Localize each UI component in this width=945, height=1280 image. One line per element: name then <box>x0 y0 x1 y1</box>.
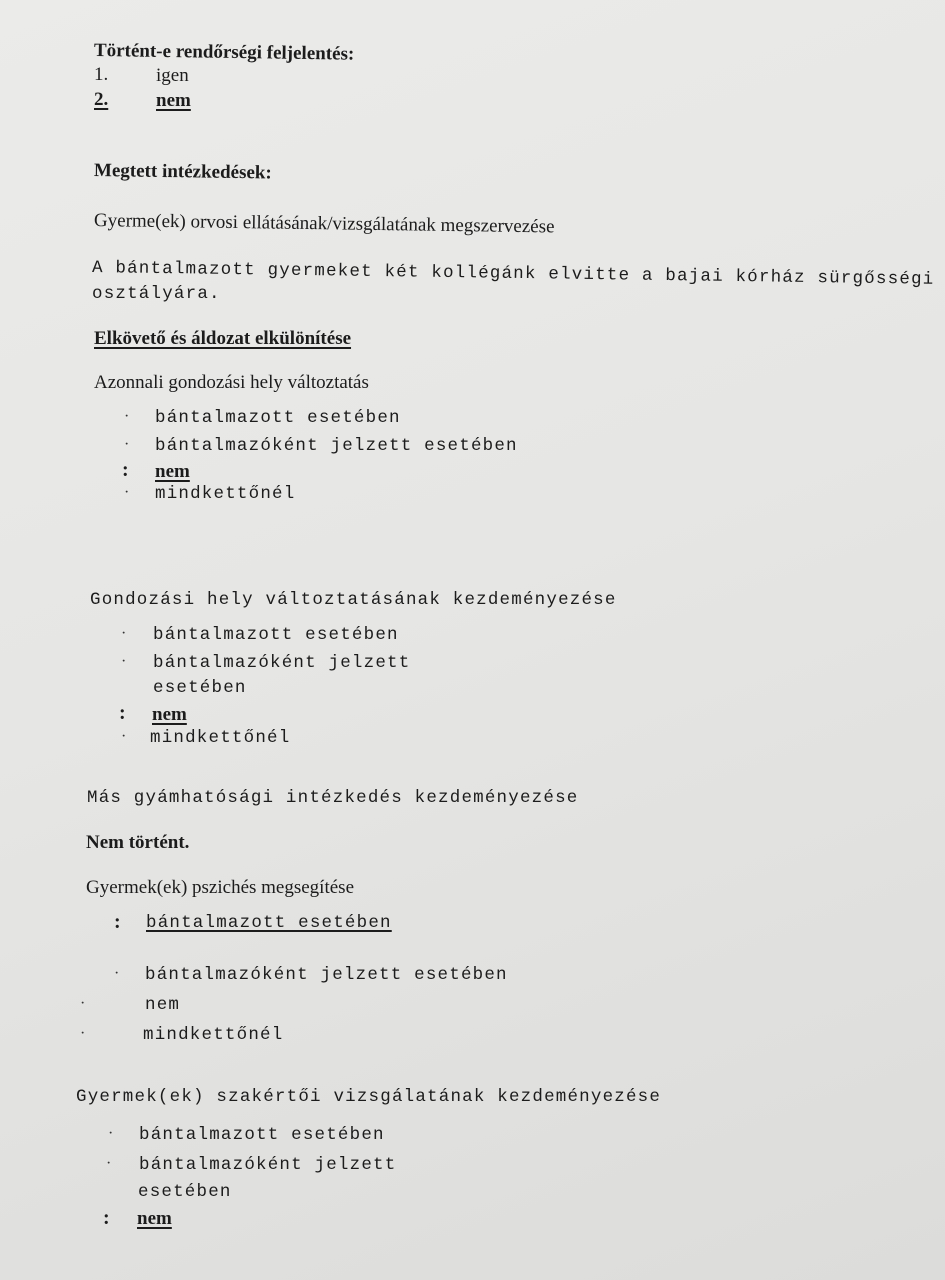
bullet-icon: · <box>124 436 130 453</box>
psych-help-title: Gyermek(ek) pszichés megsegítése <box>86 877 355 898</box>
selected-marker-icon: : <box>122 459 129 481</box>
option-label: igen <box>156 65 189 86</box>
bullet-icon: · <box>114 965 120 982</box>
bullet-icon: · <box>124 408 130 425</box>
list-item: mindkettőnél <box>150 728 291 748</box>
option-number: 1. <box>94 64 109 85</box>
list-item: mindkettőnél <box>155 484 296 504</box>
list-item: bántalmazóként jelzett <box>153 653 411 673</box>
police-report-heading: Történt-e rendőrségi feljelentés: <box>93 40 355 65</box>
list-item: bántalmazóként jelzett esetében <box>145 965 508 985</box>
list-item: bántalmazott esetében <box>139 1125 385 1145</box>
list-item: nem <box>145 995 181 1015</box>
list-item-continuation: esetében <box>153 678 247 698</box>
bullet-icon: · <box>80 1025 86 1042</box>
bullet-icon: · <box>124 484 130 501</box>
option-number-selected: 2. <box>94 89 109 110</box>
list-item: bántalmazott esetében <box>155 408 401 428</box>
bullet-icon: · <box>121 728 127 745</box>
selected-marker-icon: : <box>119 702 126 724</box>
separation-heading: Elkövető és áldozat elkülönítése <box>94 328 352 349</box>
selected-marker-icon: : <box>103 1207 110 1229</box>
list-item: bántalmazott esetében <box>153 625 399 645</box>
medical-text: osztályára. <box>92 284 221 304</box>
list-item: bántalmazóként jelzett esetében <box>155 436 518 456</box>
measures-heading: Megtett intézkedések: <box>93 160 272 184</box>
medical-text: A bántalmazott gyermeket két kollégánk elvitte a bajai kórház sürgősségi <box>91 258 935 290</box>
medical-title: Gyerme(ek) orvosi ellátásának/vizsgálatának megszervezése <box>93 210 555 238</box>
selected-marker-icon: : <box>114 911 121 933</box>
other-authority-title: Más gyámhatósági intézkedés kezdeményezése <box>87 788 579 808</box>
list-item-selected: bántalmazott esetében <box>146 913 392 933</box>
list-item: bántalmazóként jelzett <box>139 1155 397 1175</box>
bullet-icon: · <box>121 625 127 642</box>
immediate-change-title: Azonnali gondozási hely változtatás <box>94 372 369 393</box>
list-item-selected: nem <box>152 704 187 725</box>
care-change-title: Gondozási hely változtatásának kezdeményezése <box>90 590 617 610</box>
option-label-selected: nem <box>156 90 191 111</box>
bullet-icon: · <box>80 995 86 1012</box>
list-item-continuation: esetében <box>138 1182 232 1202</box>
bullet-icon: · <box>121 653 127 670</box>
list-item-selected: nem <box>137 1208 172 1229</box>
list-item: mindkettőnél <box>143 1025 284 1045</box>
expert-exam-title: Gyermek(ek) szakértői vizsgálatának kezdeményezése <box>76 1087 662 1107</box>
other-authority-result: Nem történt. <box>86 832 190 853</box>
list-item-selected: nem <box>155 461 190 482</box>
bullet-icon: · <box>108 1125 114 1142</box>
bullet-icon: · <box>106 1155 112 1172</box>
